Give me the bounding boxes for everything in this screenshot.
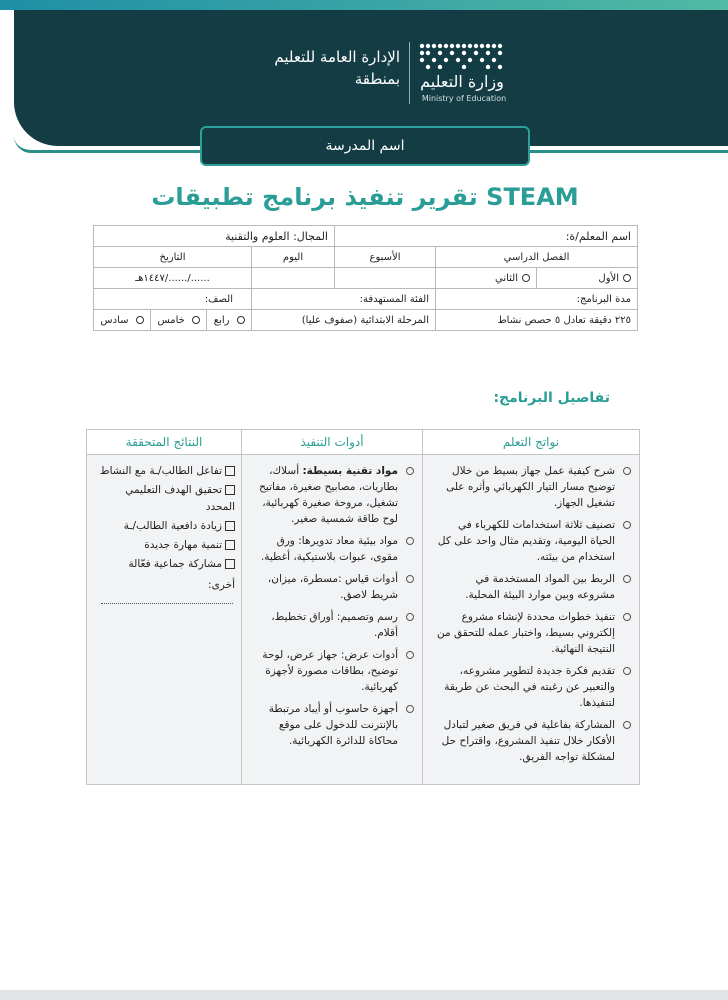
results-header: النتائج المتحققة <box>87 430 242 455</box>
second-label: الثاني <box>494 272 518 284</box>
outcome-text: شرح كيفية عمل جهاز بسيط من خلال توضيح مسار التيار الكهربائي وأثره على تشغيل الجهاز. <box>446 465 615 509</box>
checkbox-icon[interactable] <box>225 540 235 550</box>
field-cell <box>94 226 335 247</box>
report-title: تقرير تنفيذ برنامج تطبيقات STEAM <box>151 183 579 211</box>
tool-text: مواد بيئية معاد تدويرها: ورق مقوى، عبوات بلاستيكية، أغطية. <box>260 535 398 563</box>
tool-item <box>252 533 414 565</box>
grade-4-option[interactable] <box>207 310 251 330</box>
grade-5-label: خامس <box>157 314 185 326</box>
checkbox-icon[interactable] <box>225 485 235 495</box>
checkbox-icon[interactable] <box>225 466 235 476</box>
tool-text: أجهزة حاسوب أو أيباد مرتبطة بالإنترنت للدخول على موقع محاكاة للدائرة الكهربائية. <box>268 703 398 747</box>
result-text: تفاعل الطالب/ـة مع النشاط <box>99 465 222 477</box>
ministry-name-english: Ministry of Education <box>421 94 507 103</box>
tool-item <box>252 571 414 603</box>
ministry-name-arabic: وزارة التعليم <box>420 72 504 91</box>
first-label: الأول <box>598 272 619 284</box>
outcome-text: تصنيف ثلاثة استخدامات للكهرباء في الحياة اليومية، وتقديم مثال واحد على كل استخدام من بيئته. <box>437 519 615 563</box>
directorate-line2: بمنطقة <box>354 70 400 88</box>
target-label: الفئة المستهدفة: <box>252 289 436 310</box>
duration-value: ٢٢٥ دقيقة تعادل ٥ حصص نشاط <box>436 310 638 331</box>
bullet-icon <box>406 651 414 659</box>
bullet-icon <box>406 705 414 713</box>
result-text: مشاركة جماعية فعّالة <box>128 558 222 570</box>
page-bottom-edge <box>0 990 728 1000</box>
bullet-icon <box>406 537 414 545</box>
grade-5-option[interactable] <box>151 310 207 330</box>
bullet-icon <box>623 613 631 621</box>
result-checkbox-item[interactable] <box>95 518 235 535</box>
top-color-strip <box>0 0 728 10</box>
grade-options <box>94 310 252 331</box>
bullet-icon <box>406 613 414 621</box>
ministry-logo <box>418 42 518 110</box>
field-label: المجال: العلوم والتقنية <box>225 229 328 243</box>
radio-icon[interactable] <box>522 274 530 282</box>
outcomes-header: نواتج التعلم <box>423 430 640 455</box>
tools-header: أدوات التنفيذ <box>242 430 423 455</box>
bullet-icon <box>623 575 631 583</box>
outcomes-cell <box>423 455 640 785</box>
other-input-line[interactable] <box>101 593 233 604</box>
radio-icon[interactable] <box>192 316 200 324</box>
result-text: زيادة دافعية الطالب/ـة <box>123 520 222 532</box>
result-checkbox-item[interactable] <box>95 537 235 554</box>
semester-header: الفصل الدراسي <box>436 247 638 268</box>
outcome-text: الربط بين المواد المستخدمة في مشروعه وبين موارد البيئة المحلية. <box>465 573 615 601</box>
outcome-item <box>437 571 631 603</box>
directorate-text <box>200 46 400 90</box>
tool-lead: مواد تقنية بسيطة: <box>302 465 398 477</box>
radio-icon[interactable] <box>623 274 631 282</box>
semester-second-option[interactable] <box>436 268 537 289</box>
outcome-item <box>437 609 631 657</box>
outcome-text: تقديم فكرة جديدة لتطوير مشروعه، والتعبير عن رغبته في البحث عن طريقة لتنفيذها. <box>444 665 615 709</box>
outcomes-list <box>437 463 631 765</box>
radio-icon[interactable] <box>136 316 144 324</box>
grade-4-label: رابع <box>213 314 230 326</box>
outcome-item <box>437 517 631 565</box>
details-table <box>86 429 640 785</box>
tool-item <box>252 463 414 527</box>
outcome-text: تنفيذ خطوات محددة لإنشاء مشروع إلكتروني بسيط، واختبار عمله للتحقق من النتيجة النهائية. <box>437 611 615 655</box>
grade-6-label: سادس <box>100 314 129 326</box>
tool-item <box>252 609 414 641</box>
outcome-item <box>437 463 631 511</box>
bullet-icon <box>406 467 414 475</box>
date-value[interactable]: ....../....../١٤٤٧هـ <box>94 268 252 289</box>
tool-text: أدوات عرض: جهاز عرض، لوحة توضيح، بطاقات مصورة لأجهزة كهربائية. <box>262 649 398 693</box>
outcome-item <box>437 717 631 765</box>
week-header: الأسبوع <box>335 247 436 268</box>
info-table <box>93 225 638 331</box>
radio-icon[interactable] <box>237 316 245 324</box>
bullet-icon <box>623 467 631 475</box>
tool-item <box>252 647 414 695</box>
result-checkbox-item[interactable] <box>95 482 235 516</box>
tool-text: أسلاك، بطاريات، مصابيح صغيرة، مفاتيح تشغيل، مروحة صغيرة كهربائية، لوح طاقة شمسية صغير. <box>259 465 398 525</box>
bullet-icon <box>623 667 631 675</box>
school-name-box: اسم المدرسة <box>200 126 530 166</box>
duration-label: مدة البرنامج: <box>436 289 638 310</box>
bullet-icon <box>406 575 414 583</box>
grade-6-option[interactable] <box>94 310 151 330</box>
result-checkbox-item[interactable] <box>95 463 235 480</box>
week-value[interactable] <box>335 268 436 289</box>
results-cell <box>87 455 242 785</box>
tool-item <box>252 701 414 749</box>
ministry-dots-icon <box>418 42 506 70</box>
results-list <box>95 463 235 573</box>
day-header: اليوم <box>252 247 335 268</box>
semester-first-option[interactable] <box>537 268 638 289</box>
checkbox-icon[interactable] <box>225 521 235 531</box>
bullet-icon <box>623 721 631 729</box>
teacher-name-cell <box>335 226 638 247</box>
result-text: تنمية مهارة جديدة <box>144 539 222 551</box>
tool-text: رسم وتصميم: أوراق تخطيط، أقلام. <box>271 611 398 639</box>
tools-list <box>252 463 414 749</box>
details-title: تفاصيل البرنامج: <box>493 390 610 406</box>
outcome-item <box>437 663 631 711</box>
directorate-line1: الإدارة العامة للتعليم <box>274 48 400 66</box>
header-divider <box>409 42 410 104</box>
tools-cell <box>242 455 423 785</box>
result-text: تحقيق الهدف التعليمي المحدد <box>125 484 235 513</box>
target-value: المرحلة الابتدائية (صفوف عليا) <box>252 310 436 331</box>
grade-label: الصف: <box>94 289 252 310</box>
tool-text: أدوات قياس :مسطرة، ميزان، شريط لاصق. <box>267 573 398 601</box>
result-checkbox-item[interactable] <box>95 556 235 573</box>
teacher-label: اسم المعلم/ة: <box>565 229 631 243</box>
other-label: أخرى: <box>208 579 235 591</box>
checkbox-icon[interactable] <box>225 559 235 569</box>
bullet-icon <box>623 521 631 529</box>
day-value[interactable] <box>252 268 335 289</box>
other-row <box>95 577 235 593</box>
outcome-text: المشاركة بفاعلية في فريق صغير لتبادل الأفكار خلال تنفيذ المشروع، واقتراح حل لمشكلة تواجه الفريق. <box>441 719 615 763</box>
date-header: التاريخ <box>94 247 252 268</box>
